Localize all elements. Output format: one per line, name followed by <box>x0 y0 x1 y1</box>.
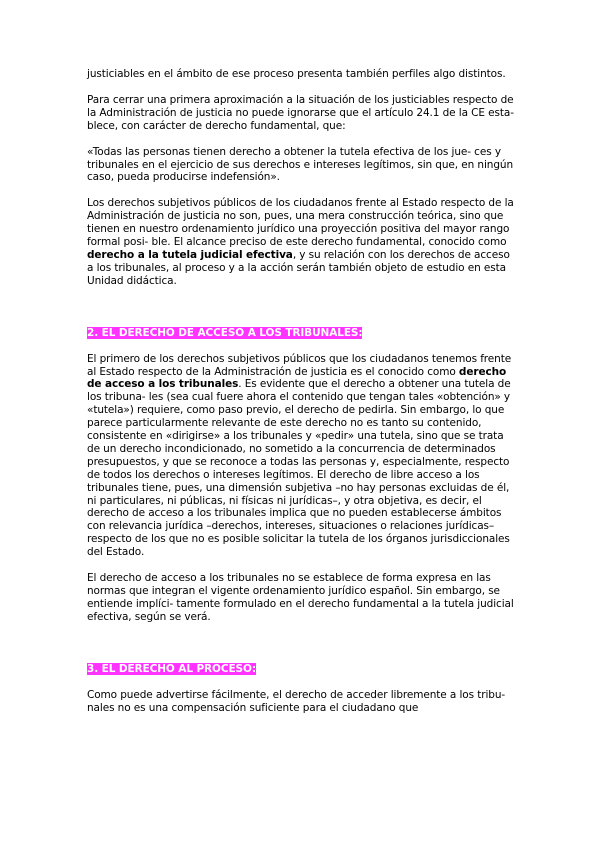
text-run: Los derechos subjetivos públicos de los ciudadanos frente al Estado respecto de la Administración de justicia no son, pues, una mera construcción teórica, sino que tienen en nuestro ordenamiento jurídico una proyección positiva del mayor rango formal posi- ble. El alcance preciso de este derecho fundamental, conocido como <box>87 197 514 249</box>
text-run: El primero de los derechos subjetivos públicos que los ciudadanos tenemos frente al Estado respecto de la Administración de justicia es el conocido como <box>87 352 512 378</box>
paragraph-access-implicit: El derecho de acceso a los tribunales no se establece de forma expresa en las normas que integran el vigente ordenamiento jurídico español. Sin embargo, se entiende implíci- tamente formulado en el derecho fundamental a la tutela judicial efectiva, según se verá. <box>87 572 514 623</box>
section-heading-3 <box>87 663 515 676</box>
paragraph-article-intro: Para cerrar una primera aproximación a la situación de los justiciables respecto de la Administración de justicia no puede ignorarse que el artículo 24.1 de la CE esta- blece, con carácter de derecho fundamental, que: <box>87 93 514 132</box>
section-heading-2 <box>87 327 515 340</box>
paragraph-process-right: Como puede advertirse fácilmente, el derecho de acceder libremente a los tribu- nales no es una compensación suficiente para el ciudadano que <box>87 688 506 714</box>
paragraph-subjective-rights <box>87 197 515 287</box>
text-run: . Es evidente que el derecho a obtener una tutela de los tribuna- les (sea cual fuere ahora el contenido que tengan tales «obtención» y «tutela») requiere, como paso previo, el derecho de pedirla. Sin embargo, lo que parece particularmente relevante de este derecho no es tanto su contenido, consistente en «dirigirse» a los tribunales y «pedir» una tutela, sino que se trata de un derecho incondicionado, no sometido a la concurrencia de determinados presupuestos, y que se reconoce a todas las personas y, especialmente, respecto de todos los derechos o intereses legítimos. El derecho de libre acceso a los tribunales tiene, pues, una dimensión subjetiva –no hay personas excluidas de él, ni particulares, ni públicas, ni físicas ni jurídicas–, y otra objetiva, es decir, el derecho de acceso a los tribunales implica que no pueden establecerse ámbitos con relevancia jurídica –derechos, intereses, situaciones o relaciones jurídicas– respecto de los que no es posible solicitar la tutela de los órganos jurisdiccionales del Estado. <box>87 378 511 559</box>
text-run: , y su relación con los derechos de acceso a los tribunales, al proceso y a la acción serán también objeto de estudio en esta Unidad didáctica. <box>87 248 510 287</box>
heading-highlight: 3. EL DERECHO AL PROCESO: <box>87 662 256 675</box>
paragraph-intro-end: justiciables en el ámbito de ese proceso presenta también perfiles algo distintos. <box>87 68 506 80</box>
bold-term-acceso: derecho de acceso a los tribunales <box>87 365 507 391</box>
heading-highlight: 2. EL DERECHO DE ACCESO A LOS TRIBUNALES: <box>87 326 363 339</box>
document-body <box>87 68 515 714</box>
paragraph-access-courts <box>87 353 515 560</box>
paragraph-quote: «Todas las personas tienen derecho a obtener la tutela efectiva de los jue- ces y tribunales en el ejercicio de sus derechos e intereses legítimos, sin que, en ningún caso, pueda producirse indefensión». <box>87 145 514 184</box>
bold-term-tutela: derecho a la tutela judicial efectiva <box>87 248 293 261</box>
